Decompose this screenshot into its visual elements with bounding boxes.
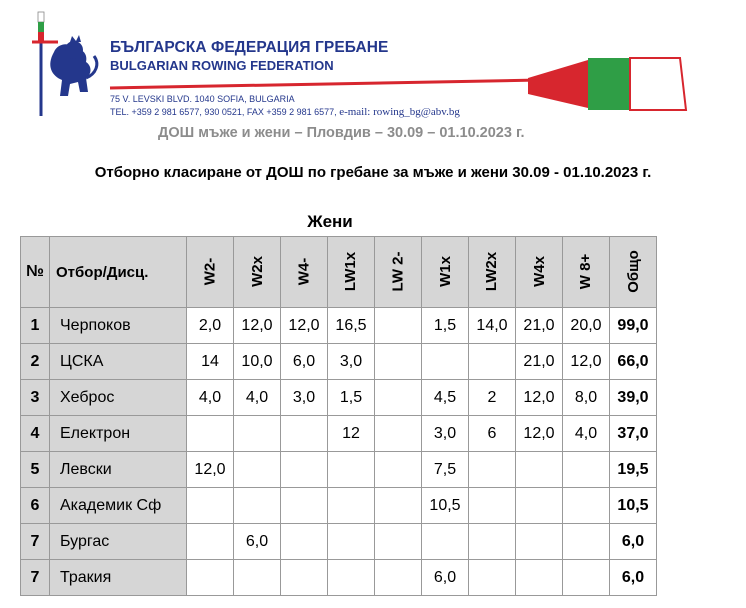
score-cell: 12,0 xyxy=(234,308,281,344)
score-cell: 2,0 xyxy=(187,308,234,344)
score-cell: 6,0 xyxy=(281,344,328,380)
score-cell: 4,0 xyxy=(563,416,610,452)
team-name-cell: Хеброс xyxy=(50,380,187,416)
total-cell: 39,0 xyxy=(610,380,657,416)
team-name-cell: Електрон xyxy=(50,416,187,452)
column-header-w2- xyxy=(187,237,234,308)
column-header-rank: № xyxy=(21,237,50,308)
score-cell: 3,0 xyxy=(281,380,328,416)
column-header-label: W 8+ xyxy=(577,253,595,290)
score-cell: 21,0 xyxy=(516,344,563,380)
score-cell: 1,5 xyxy=(328,380,375,416)
team-name-cell: ЦСКА xyxy=(50,344,187,380)
score-cell: 16,5 xyxy=(328,308,375,344)
score-cell: 10,5 xyxy=(422,488,469,524)
rank-cell: 2 xyxy=(21,344,50,380)
score-cell: 12,0 xyxy=(516,416,563,452)
team-ranking-table xyxy=(20,236,657,596)
score-cell xyxy=(187,560,234,596)
email-link[interactable]: e-mail: rowing_bg@abv.bg xyxy=(339,106,460,118)
rank-cell: 3 xyxy=(21,380,50,416)
total-cell: 66,0 xyxy=(610,344,657,380)
score-cell xyxy=(516,452,563,488)
total-cell: 99,0 xyxy=(610,308,657,344)
column-header-label: LW1x xyxy=(342,251,360,292)
column-header-label: W2- xyxy=(201,257,219,286)
score-cell: 6,0 xyxy=(234,524,281,560)
score-cell: 2 xyxy=(469,380,516,416)
total-cell: 37,0 xyxy=(610,416,657,452)
team-name-cell: Черпоков xyxy=(50,308,187,344)
score-cell xyxy=(375,380,422,416)
score-cell: 12,0 xyxy=(187,452,234,488)
score-cell xyxy=(234,560,281,596)
score-cell xyxy=(328,524,375,560)
column-header-label: W2x xyxy=(248,256,266,287)
address-line: 75 V. LEVSKI BLVD. 1040 SOFIA, BULGARIA xyxy=(110,94,295,104)
score-cell xyxy=(281,560,328,596)
event-subtitle: ДОШ мъже и жени – Пловдив – 30.09 – 01.10.2023 г. xyxy=(158,125,525,141)
table-row xyxy=(21,452,657,488)
total-cell: 6,0 xyxy=(610,524,657,560)
column-header-w4x xyxy=(516,237,563,308)
team-name-cell: Академик Сф xyxy=(50,488,187,524)
contact-line xyxy=(110,106,460,118)
federation-name-en: BULGARIAN ROWING FEDERATION xyxy=(110,58,334,73)
table-row xyxy=(21,416,657,452)
score-cell xyxy=(375,344,422,380)
score-cell: 8,0 xyxy=(563,380,610,416)
score-cell xyxy=(328,488,375,524)
rank-cell: 5 xyxy=(21,452,50,488)
score-cell: 6 xyxy=(469,416,516,452)
score-cell: 12 xyxy=(328,416,375,452)
score-cell xyxy=(234,488,281,524)
rank-cell: 7 xyxy=(21,524,50,560)
score-cell: 12,0 xyxy=(516,380,563,416)
score-cell: 3,0 xyxy=(422,416,469,452)
score-cell: 4,0 xyxy=(187,380,234,416)
score-cell xyxy=(469,560,516,596)
score-cell xyxy=(516,524,563,560)
score-cell xyxy=(375,416,422,452)
column-header-w4- xyxy=(281,237,328,308)
score-cell xyxy=(375,308,422,344)
score-cell: 12,0 xyxy=(281,308,328,344)
score-cell: 20,0 xyxy=(563,308,610,344)
score-cell xyxy=(328,560,375,596)
column-header-team: Отбор/Дисц. xyxy=(50,237,187,308)
score-cell: 14 xyxy=(187,344,234,380)
score-cell xyxy=(187,488,234,524)
score-cell: 1,5 xyxy=(422,308,469,344)
score-cell xyxy=(469,524,516,560)
score-cell xyxy=(281,488,328,524)
column-header-lw2- xyxy=(375,237,422,308)
table-row xyxy=(21,524,657,560)
score-cell xyxy=(422,344,469,380)
rank-cell: 4 xyxy=(21,416,50,452)
score-cell xyxy=(187,524,234,560)
score-cell xyxy=(281,524,328,560)
score-cell: 6,0 xyxy=(422,560,469,596)
score-cell xyxy=(375,560,422,596)
phone-fax: TEL. +359 2 981 6577, 930 0521, FAX +359 2 981 6577, xyxy=(110,107,337,117)
score-cell xyxy=(563,488,610,524)
rank-cell: 7 xyxy=(21,560,50,596)
score-cell xyxy=(328,452,375,488)
score-cell: 10,0 xyxy=(234,344,281,380)
table-row xyxy=(21,380,657,416)
score-cell xyxy=(234,416,281,452)
score-cell xyxy=(563,452,610,488)
column-header-label: W4x xyxy=(530,256,548,287)
score-cell: 21,0 xyxy=(516,308,563,344)
federation-name-bg: БЪЛГАРСКА ФЕДЕРАЦИЯ ГРЕБАНЕ xyxy=(110,39,389,56)
score-cell xyxy=(422,524,469,560)
total-cell: 10,5 xyxy=(610,488,657,524)
score-cell: 4,0 xyxy=(234,380,281,416)
document-title: Отборно класиране от ДОШ по гребане за мъже и жени 30.09 - 01.10.2023 г. xyxy=(94,164,652,181)
bulgarian-lion-logo xyxy=(28,8,108,118)
column-header-label: LW2x xyxy=(483,251,501,292)
score-cell: 3,0 xyxy=(328,344,375,380)
column-header-w2x xyxy=(234,237,281,308)
column-header-label: Общо xyxy=(624,250,642,293)
column-header-w8+ xyxy=(563,237,610,308)
section-label-women: Жени xyxy=(307,212,353,231)
table-row xyxy=(21,560,657,596)
score-cell xyxy=(469,488,516,524)
column-header-label: LW 2- xyxy=(389,251,407,292)
score-cell xyxy=(234,452,281,488)
column-header-w1x xyxy=(422,237,469,308)
column-header-lw2x xyxy=(469,237,516,308)
score-cell: 4,5 xyxy=(422,380,469,416)
score-cell xyxy=(375,488,422,524)
table-row xyxy=(21,308,657,344)
column-header-total xyxy=(610,237,657,308)
score-cell xyxy=(563,524,610,560)
score-cell: 7,5 xyxy=(422,452,469,488)
table-row xyxy=(21,344,657,380)
team-name-cell: Тракия xyxy=(50,560,187,596)
score-cell: 14,0 xyxy=(469,308,516,344)
score-cell xyxy=(281,452,328,488)
score-cell xyxy=(375,524,422,560)
total-cell: 6,0 xyxy=(610,560,657,596)
table-header-row xyxy=(21,237,657,308)
column-header-label: W4- xyxy=(295,257,313,286)
score-cell xyxy=(563,560,610,596)
score-cell xyxy=(516,488,563,524)
team-name-cell: Бургас xyxy=(50,524,187,560)
score-cell xyxy=(187,416,234,452)
score-cell xyxy=(375,452,422,488)
rank-cell: 1 xyxy=(21,308,50,344)
score-cell: 12,0 xyxy=(563,344,610,380)
score-cell xyxy=(516,560,563,596)
table-row xyxy=(21,488,657,524)
team-name-cell: Левски xyxy=(50,452,187,488)
rank-cell: 6 xyxy=(21,488,50,524)
column-header-label: W1x xyxy=(436,256,454,287)
total-cell: 19,5 xyxy=(610,452,657,488)
column-header-lw1x xyxy=(328,237,375,308)
score-cell xyxy=(469,344,516,380)
score-cell xyxy=(469,452,516,488)
score-cell xyxy=(281,416,328,452)
